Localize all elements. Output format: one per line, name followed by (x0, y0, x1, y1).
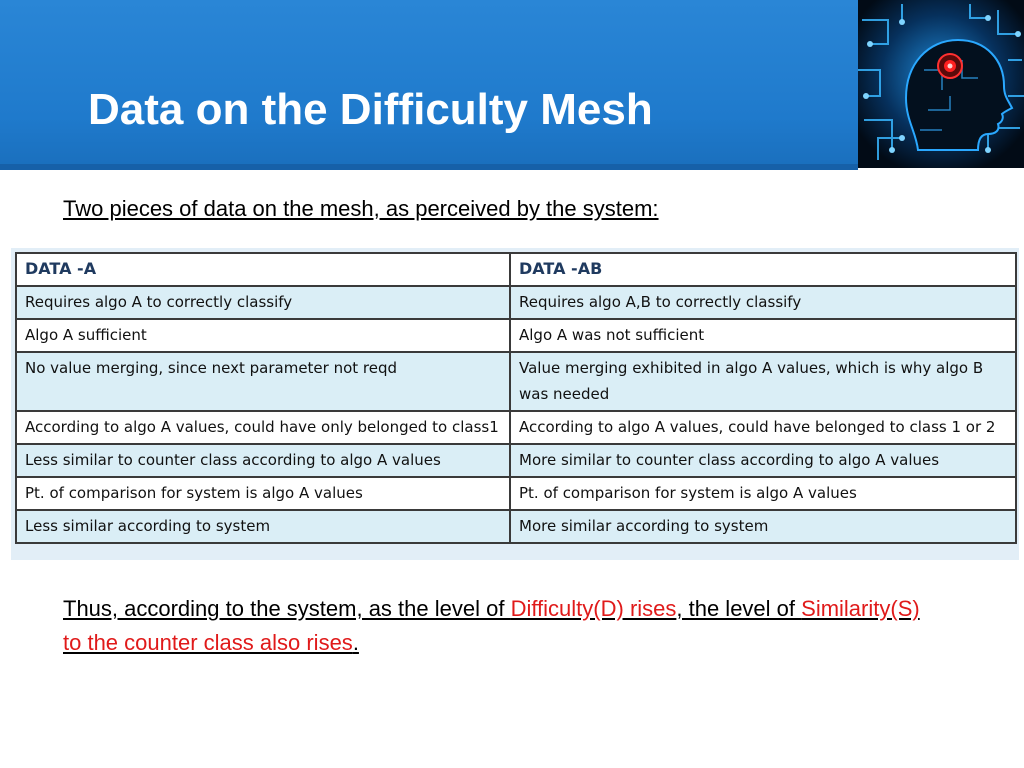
intro-text: Two pieces of data on the mesh, as perceived by the system: (63, 196, 659, 221)
table-header-row (16, 253, 1016, 286)
table-cell: Algo A was not sufficient (510, 319, 1016, 352)
table-cell: According to algo A values, could have only belonged to class1 (16, 411, 510, 444)
table-row (16, 411, 1016, 444)
ai-head-circuit-icon (858, 0, 1024, 168)
table-cell: No value merging, since next parameter not reqd (16, 352, 510, 411)
similarity-highlight: Similarity(S) to the counter class also rises (63, 596, 920, 655)
table-cell: Less similar according to system (16, 510, 510, 543)
difficulty-highlight: Difficulty(D) rises (510, 596, 677, 621)
conclusion-part-3: . (352, 630, 359, 655)
table-cell: Pt. of comparison for system is algo A values (510, 477, 1016, 510)
table-cell: More similar to counter class according to algo A values (510, 444, 1016, 477)
table-cell: Value merging exhibited in algo A values, which is why algo B was needed (510, 352, 1016, 411)
table-cell: Algo A sufficient (16, 319, 510, 352)
header-divider (0, 164, 858, 170)
conclusion-part-2: , the level of (676, 596, 802, 621)
table-cell: Pt. of comparison for system is algo A values (16, 477, 510, 510)
table-cell: According to algo A values, could have belonged to class 1 or 2 (510, 411, 1016, 444)
table-cell: Requires algo A,B to correctly classify (510, 286, 1016, 319)
table-row (16, 319, 1016, 352)
table-row (16, 352, 1016, 411)
slide-title: Data on the Difficulty Mesh (88, 85, 653, 134)
table-cell: Less similar to counter class according to algo A values (16, 444, 510, 477)
table-row (16, 477, 1016, 510)
table-row (16, 286, 1016, 319)
comparison-table-container (11, 248, 1019, 560)
conclusion-text (63, 592, 943, 660)
table-row (16, 444, 1016, 477)
header-data-a: DATA -A (16, 253, 510, 286)
table-row (16, 510, 1016, 543)
header-data-ab: DATA -AB (510, 253, 1016, 286)
comparison-table (15, 252, 1017, 544)
table-cell: Requires algo A to correctly classify (16, 286, 510, 319)
conclusion-part-1: Thus, according to the system, as the level of (63, 596, 511, 621)
table-cell: More similar according to system (510, 510, 1016, 543)
